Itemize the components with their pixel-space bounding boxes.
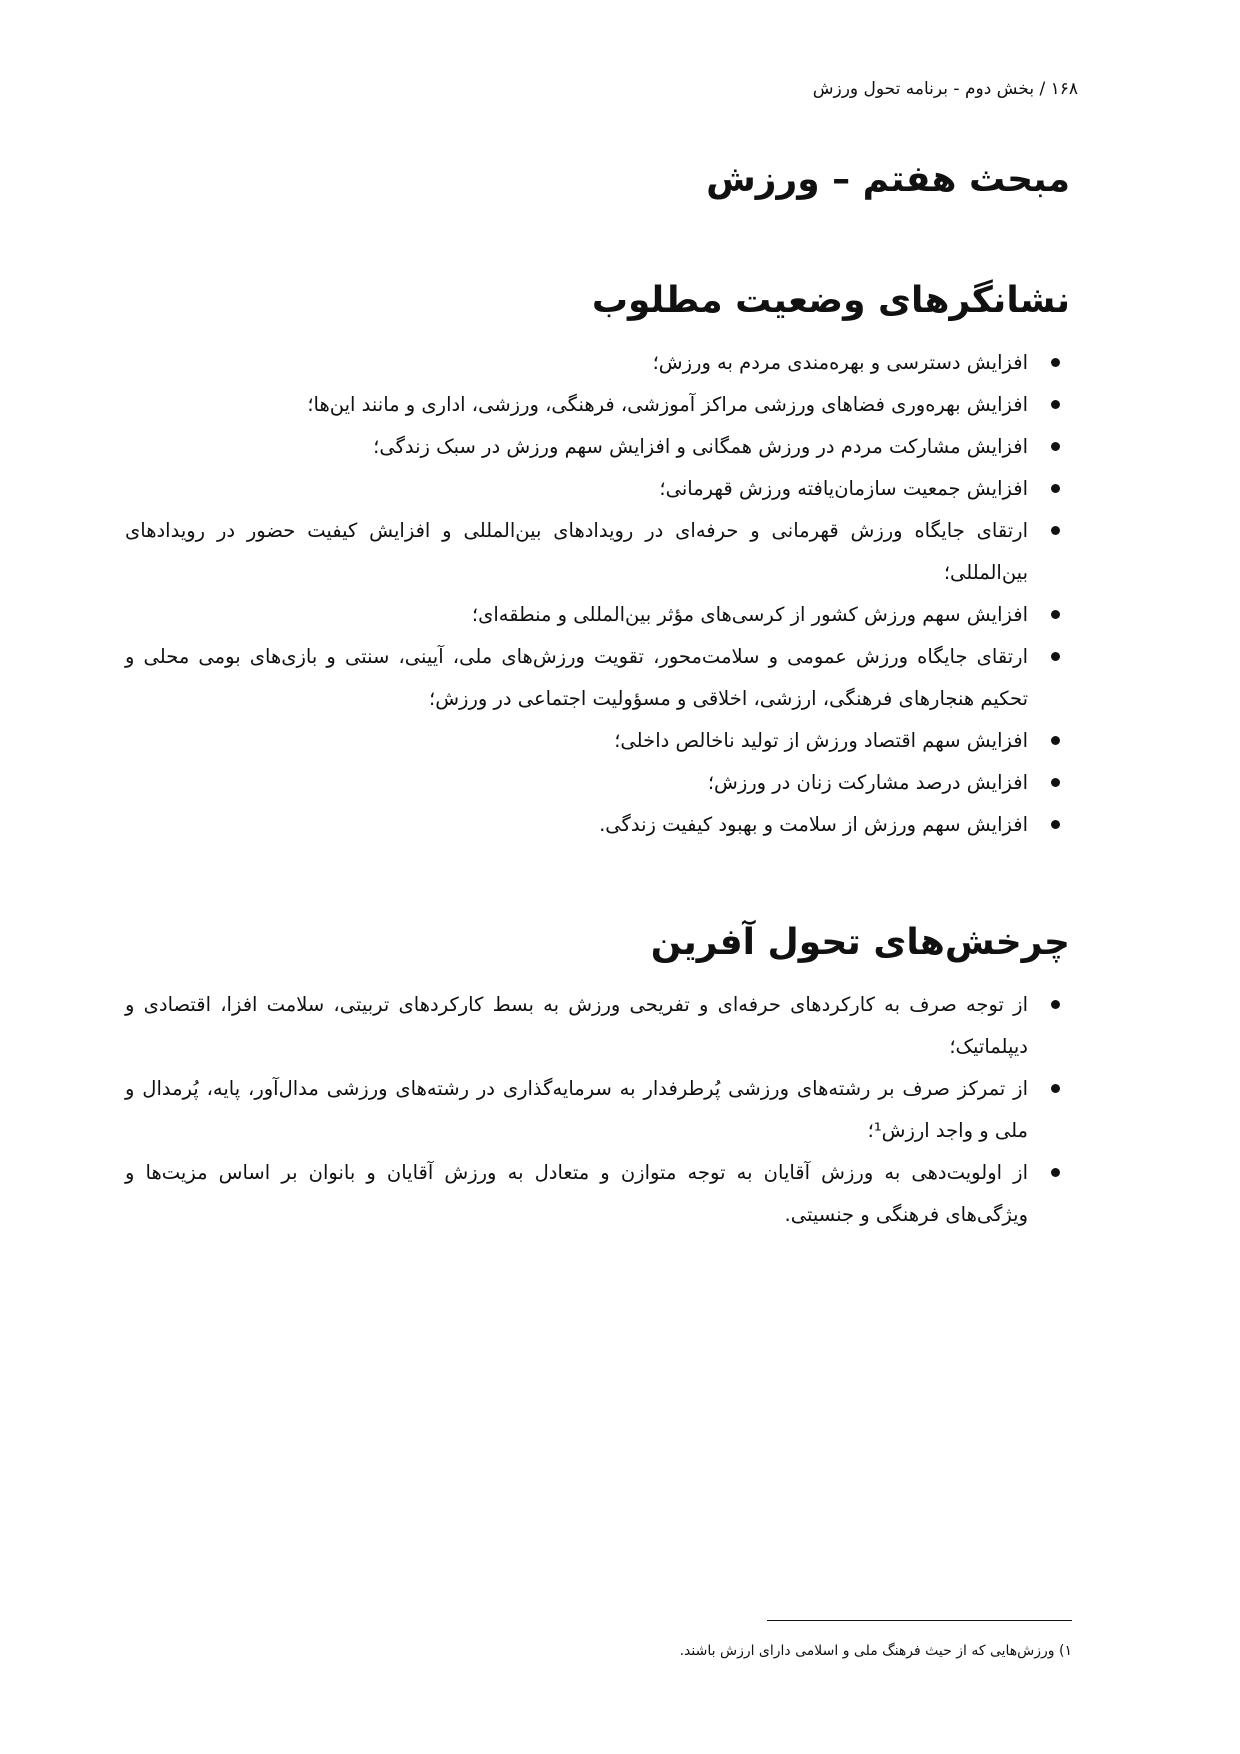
transformations-heading: چرخش‌های تحول آفرین <box>650 922 1070 963</box>
bullet-icon <box>1051 526 1060 535</box>
list-item-text: افزایش بهره‌وری فضاهای ورزشی مراکز آموزشی، فرهنگی، ورزشی، اداری و مانند این‌ها؛ <box>307 393 1028 416</box>
bullet-icon <box>1051 400 1060 409</box>
bullet-icon <box>1051 610 1060 619</box>
running-header: ۱۶۸ / بخش دوم - برنامه تحول ورزش <box>812 79 1078 99</box>
bullet-icon <box>1051 442 1060 451</box>
bullet-icon <box>1051 1084 1060 1093</box>
indicators-list <box>125 342 1070 846</box>
list-item-text: افزایش سهم ورزش از سلامت و بهبود کیفیت زندگی. <box>599 813 1028 836</box>
list-item-text: افزایش درصد مشارکت زنان در ورزش؛ <box>707 771 1028 794</box>
bullet-icon <box>1051 484 1060 493</box>
list-item-text: افزایش جمعیت سازمان‌یافته ورزش قهرمانی؛ <box>659 477 1028 500</box>
list-item <box>125 468 1070 510</box>
chapter-title: مبحث هفتم – ورزش <box>706 159 1070 200</box>
bullet-icon <box>1051 652 1060 661</box>
list-item <box>125 1068 1070 1152</box>
list-item <box>125 384 1070 426</box>
bullet-icon <box>1051 358 1060 367</box>
list-item-text: افزایش سهم اقتصاد ورزش از تولید ناخالص داخلی؛ <box>614 729 1028 752</box>
list-item <box>125 426 1070 468</box>
list-item-text: افزایش دسترسی و بهره‌مندی مردم به ورزش؛ <box>652 351 1028 374</box>
list-item <box>125 1152 1070 1236</box>
footnote-divider <box>767 1620 1072 1621</box>
list-item <box>125 594 1070 636</box>
indicators-section <box>125 272 1070 846</box>
list-item-text: از تمرکز صرف بر رشته‌های ورزشی پُرطرفدار به سرمایه‌گذاری در رشته‌های ورزشی مدال‌آور، پایه، پُرمدال و ملی و واجد ارزش¹؛ <box>125 1077 1028 1142</box>
bullet-icon <box>1051 820 1060 829</box>
transformations-list <box>125 984 1070 1236</box>
indicators-heading: نشانگرهای وضعیت مطلوب <box>591 280 1070 321</box>
list-item <box>125 984 1070 1068</box>
list-item <box>125 510 1070 594</box>
transformations-section <box>125 914 1070 1236</box>
list-item-text: از توجه صرف به کارکردهای حرفه‌ای و تفریحی ورزش به بسط کارکردهای تربیتی، سلامت افزا، اقتصادی و دیپلماتیک؛ <box>125 993 1028 1058</box>
bullet-icon <box>1051 778 1060 787</box>
list-item <box>125 636 1070 720</box>
list-item-text: افزایش مشارکت مردم در ورزش همگانی و افزایش سهم ورزش در سبک زندگی؛ <box>373 435 1028 458</box>
list-item <box>125 762 1070 804</box>
bullet-icon <box>1051 736 1060 745</box>
list-item <box>125 804 1070 846</box>
list-item-text: افزایش سهم ورزش کشور از کرسی‌های مؤثر بین‌المللی و منطقه‌ای؛ <box>471 603 1028 626</box>
list-item <box>125 342 1070 384</box>
bullet-icon <box>1051 1168 1060 1177</box>
footnote: ۱) ورزش‌هایی که از حیث فرهنگ ملی و اسلامی دارای ارزش باشند. <box>679 1643 1072 1659</box>
bullet-icon <box>1051 1000 1060 1009</box>
list-item-text: ارتقای جایگاه ورزش قهرمانی و حرفه‌ای در رویدادهای بین‌المللی و افزایش کیفیت حضور در رویدادهای بین‌المللی؛ <box>125 519 1028 584</box>
list-item-text: ارتقای جایگاه ورزش عمومی و سلامت‌محور، تقویت ورزش‌های ملی، آیینی، سنتی و بازی‌های بومی محلی و تحکیم هنجارهای فرهنگی، ارزشی، اخلاقی و مسؤولیت اجتماعی در ورزش؛ <box>125 645 1028 710</box>
list-item-text: از اولویت‌دهی به ورزش آقایان به توجه متوازن و متعادل به ورزش آقایان و بانوان بر اساس مزیت‌ها و ویژگی‌های فرهنگی و جنسیتی. <box>125 1161 1028 1226</box>
list-item <box>125 720 1070 762</box>
